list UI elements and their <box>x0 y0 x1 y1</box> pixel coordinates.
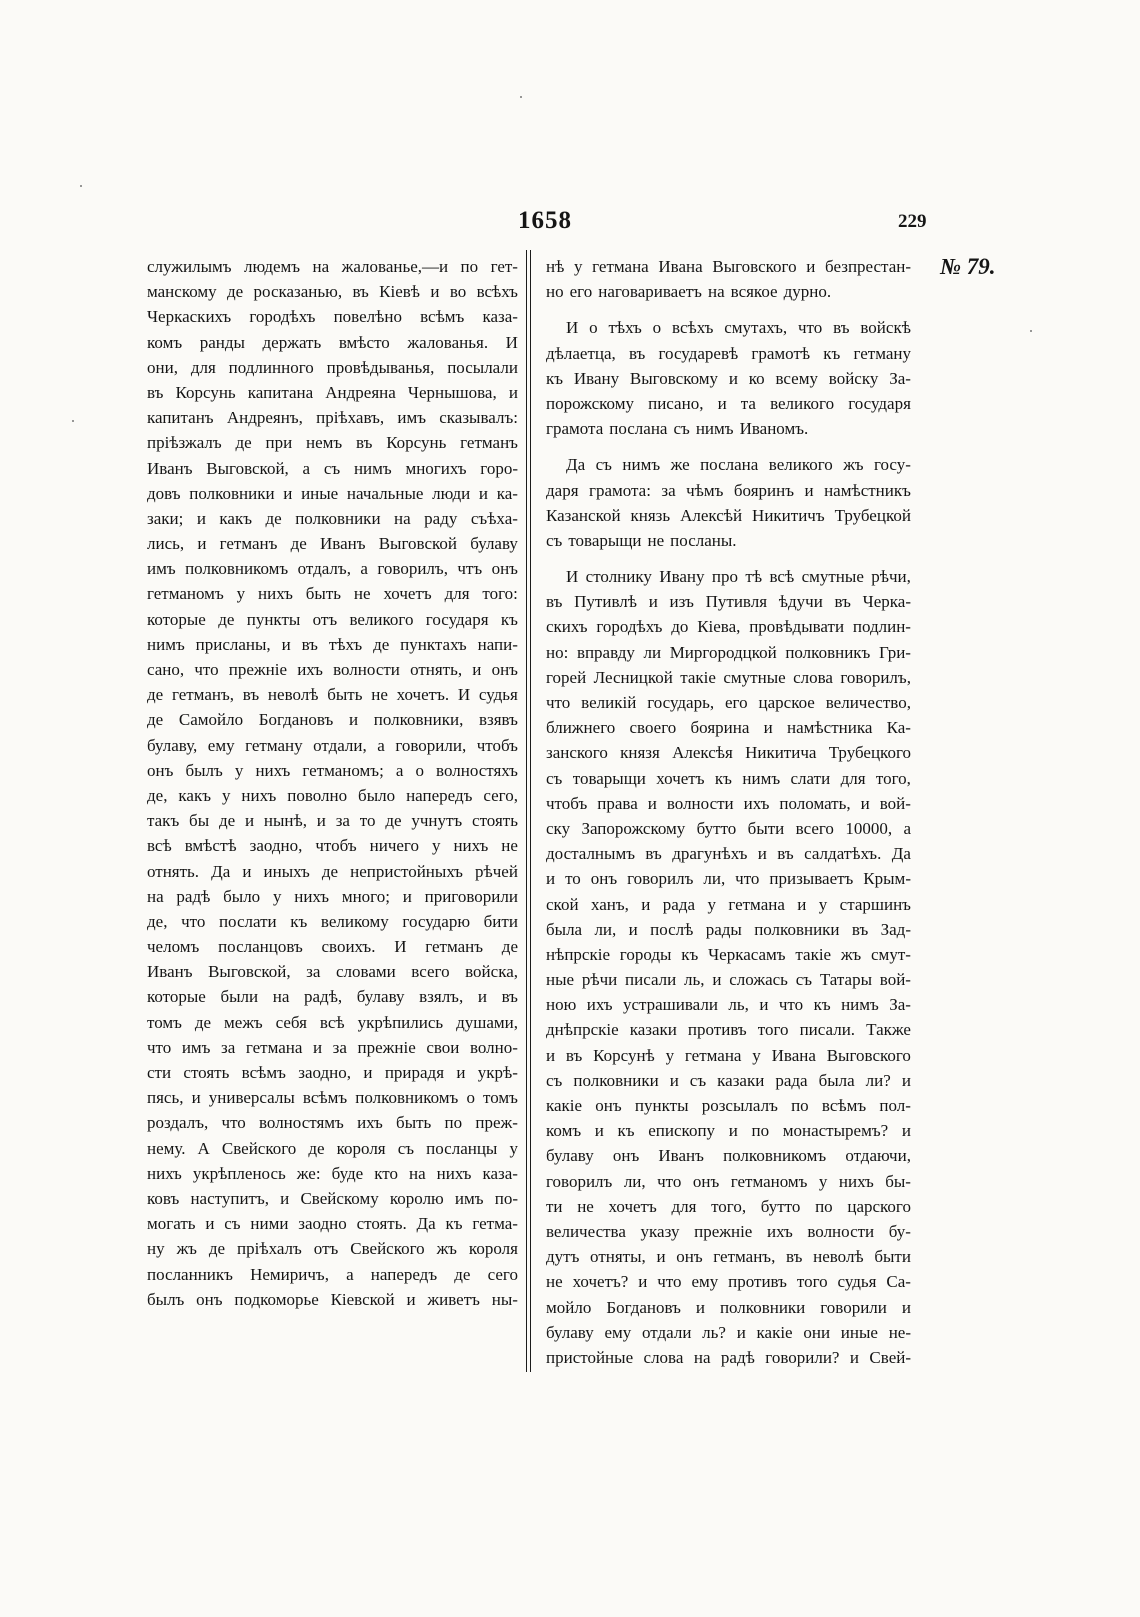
paragraph-gap <box>546 441 911 452</box>
text-line: служилымъ людемъ на жалованье,—и по гет- <box>147 257 518 276</box>
text-line: манскому де росказанью, въ Кіевѣ и во всѣхъ <box>147 282 518 302</box>
text-line: скихъ городѣхъ до Кіева, провѣдывати подлин- <box>546 617 911 637</box>
text-line: нимъ присланы, и въ тѣхъ де пунктахъ напи- <box>147 634 518 654</box>
text-line: могать и съ ними заодно стоять. Да къ гетма- <box>147 1214 518 1234</box>
text-line: челомъ посланцовъ своихъ. И гетманъ де <box>147 937 518 957</box>
text-line: къ Ивану Выговскому и ко всему войску За- <box>546 368 911 388</box>
text-line: досталнымъ въ драгунѣхъ и въ салдатѣхъ. Да <box>546 844 911 864</box>
text-line: порожскому писано, и та великого государя <box>546 393 911 413</box>
text-line: даря грамота: за чѣмъ бояринъ и намѣстникъ <box>546 480 911 500</box>
text-line: де, какъ у нихъ поволно было напередъ сего, <box>147 785 518 805</box>
text-line: имъ полковникомъ отдалъ, а говорилъ, чтъ онъ <box>147 559 518 579</box>
text-line: пристойные слова на радѣ говорили? и Свей- <box>546 1347 911 1367</box>
text-line: Да съ нимъ же послана великого жъ госу- <box>566 455 911 475</box>
text-line: ною ихъ устрашивали ль, и что къ нимъ За- <box>546 995 911 1015</box>
text-line: комъ ранды держать вмѣсто жалованья. И <box>147 332 518 352</box>
page-number: 229 <box>898 211 927 232</box>
text-line: съ товарыщи хочетъ къ нимъ слати для того, <box>546 768 911 788</box>
text-line: съ полковники и съ казаки рада была ли? и <box>546 1070 911 1090</box>
text-line: сано, что прежніе ихъ волности отнять, и онъ <box>147 660 518 679</box>
text-line: комъ и къ епископу и по монастыремъ? и <box>546 1121 911 1141</box>
paragraph-gap <box>546 553 911 564</box>
paper-speck <box>72 420 74 422</box>
text-line: мойло Богдановъ и полковники говорили и <box>546 1297 911 1317</box>
text-line: И о тѣхъ о всѣхъ смутахъ, что въ войскѣ <box>566 318 911 338</box>
text-line: посланникъ Немиричъ, а напередъ де сего <box>147 1264 518 1284</box>
text-line: всѣ вмѣстѣ заодно, чтобъ ничего у нихъ не <box>147 836 518 856</box>
text-line: горей Лесницкой такіе смутные слова говорилъ, <box>546 667 911 687</box>
paper-speck <box>520 96 522 98</box>
text-line: ну жъ де пріѣхалъ отъ Свейского жъ короля <box>147 1239 518 1259</box>
column-rule-right <box>530 250 531 1372</box>
text-line: которые были на радѣ, булаву взялъ, и въ <box>147 987 518 1007</box>
text-line: съ товарыщи не посланы. <box>546 530 737 550</box>
text-line: величества указу прежніе ихъ волности бу- <box>546 1221 911 1241</box>
text-line: де гетманъ, въ неволѣ быть не хочетъ. И судья <box>147 685 518 705</box>
text-line: ближнего своего боярина и намѣстника Ка- <box>546 718 911 738</box>
text-line: какіе онъ пункты розсылалъ по всѣмъ пол- <box>546 1096 911 1115</box>
text-line: нѣпрскіе городы къ Черкасамъ такіе жъ смут- <box>546 944 911 964</box>
text-line: отнять. Да и иныхъ де непристойныхъ рѣчей <box>147 861 518 881</box>
text-line: которые де пункты отъ великого государя къ <box>147 609 518 629</box>
text-line: лись, и гетманъ де Иванъ Выговской булаву <box>147 534 518 554</box>
text-line: томъ де межъ себя всѣ укрѣпились душами, <box>147 1012 518 1032</box>
text-line: заки; и какъ де полковники на раду съѣха- <box>147 508 518 528</box>
text-line: но: вправду ли Миргородцкой полковникъ Гри- <box>546 642 911 662</box>
text-line: дутъ отняты, и онъ гетманъ, въ неволѣ быти <box>546 1247 911 1267</box>
text-line: такъ бы де и нынѣ, и за то де учнутъ стоять <box>147 811 518 831</box>
document-number: № 79. <box>940 254 996 279</box>
paper-speck <box>1030 330 1032 332</box>
text-line: что имъ за гетмана и за прежніе свои волно- <box>147 1037 518 1057</box>
page-year: 1658 <box>518 207 572 234</box>
text-column-right <box>546 254 911 1370</box>
text-line: ску Запорожскому бутто быти всего 10000, а <box>546 818 911 838</box>
text-line: ской ханъ, и рада у гетмана и у старшинъ <box>546 894 911 914</box>
text-line: И столнику Ивану про тѣ всѣ смутные рѣчи, <box>566 567 911 587</box>
text-line: и то онъ говорилъ ли, что призываетъ Крым- <box>546 869 911 889</box>
text-line: булаву онъ Иванъ полковникомъ отдаючи, <box>546 1146 911 1166</box>
text-line: довъ полковники и иные начальные люди и ка- <box>147 483 518 503</box>
text-line: была ли, и послѣ рады полковники въ Зад- <box>546 919 911 939</box>
text-line: они, для подлинного провѣдыванья, посылали <box>147 357 518 377</box>
text-line: чтобъ права и волности ихъ поломать, и вой- <box>546 793 911 813</box>
text-line: пріѣзжалъ де при немъ въ Корсунь гетманъ <box>147 433 518 453</box>
text-line: булаву ему отдали ль? и какіе они иные не- <box>546 1322 911 1342</box>
text-line: булаву, ему гетману отдали, а говорили, чтобъ <box>147 735 518 755</box>
text-line: Казанской князь Алексѣй Никитичъ Трубецкой <box>546 505 911 525</box>
text-line: роздалъ, что волностямъ ихъ быть по преж- <box>147 1113 518 1133</box>
text-line: въ Путивлѣ и изъ Путивля ѣдучи въ Черка- <box>546 592 911 612</box>
text-line: нихъ укрѣпленось же: буде кто на нихъ каза- <box>147 1163 518 1183</box>
text-line: Черкаскихъ городѣхъ повелѣно всѣмъ каза- <box>147 307 518 327</box>
text-line: былъ онъ подкоморье Кіевской и живетъ ны- <box>147 1289 518 1309</box>
text-line: нему. А Свейского де короля съ посланцы у <box>147 1138 518 1158</box>
text-line: онъ былъ у нихъ гетманомъ; а о волностяхъ <box>147 760 518 780</box>
text-line: де Самойло Богдановъ и полковники, взявъ <box>147 710 518 730</box>
text-line: грамота послана съ нимъ Иваномъ. <box>546 419 809 439</box>
text-line: ковъ наступитъ, и Свейскому королю имъ по- <box>147 1188 518 1208</box>
text-line: Иванъ Выговской, за словами всего войска, <box>147 962 518 982</box>
text-line: но его наговариваетъ на всякое дурно. <box>546 282 832 302</box>
column-rule-left <box>526 250 527 1372</box>
text-line: занского князя Алексѣя Никитича Трубецкого <box>546 743 911 763</box>
text-line: капитанъ Андреянъ, пріѣхавъ, имъ сказывалъ: <box>147 408 518 428</box>
text-line: Иванъ Выговской, а съ нимъ многихъ горо- <box>147 458 518 478</box>
text-line: въ Корсунь капитана Андреяна Чернышова, и <box>147 382 518 402</box>
text-column-left <box>147 254 518 1312</box>
text-line: гетманомъ у нихъ быть не хочетъ для того: <box>147 584 518 604</box>
paragraph-gap <box>546 304 911 315</box>
text-line: днѣпрскіе казаки противъ того писали. Также <box>546 1020 911 1040</box>
text-line: не хочетъ? и что ему противъ того судья Са- <box>546 1272 911 1292</box>
text-line: нѣ у гетмана Ивана Выговского и безпрестан- <box>546 257 911 276</box>
text-line: ти не хочетъ для того, бутто по царского <box>546 1196 911 1216</box>
text-line: сти стоять всѣмъ заодно, и прирадя и укрѣ- <box>147 1063 518 1082</box>
text-line: и въ Корсунѣ у гетмана у Ивана Выговского <box>546 1045 911 1065</box>
text-line: де, что послати къ великому государю бити <box>147 911 518 931</box>
text-line: говорилъ ли, что онъ гетманомъ у нихъ бы- <box>546 1171 911 1191</box>
text-line: что великій государь, его царское величество, <box>546 693 911 712</box>
text-line: на радѣ было у нихъ много; и приговорили <box>147 886 518 906</box>
text-line: дѣлаетца, въ государевѣ грамотѣ къ гетману <box>546 343 911 363</box>
paper-speck <box>80 185 82 187</box>
text-line: пясь, и универсалы всѣмъ полковникомъ о томъ <box>147 1088 518 1108</box>
text-line: ные рѣчи писали ль, и сложась съ Татары вой- <box>546 970 911 990</box>
